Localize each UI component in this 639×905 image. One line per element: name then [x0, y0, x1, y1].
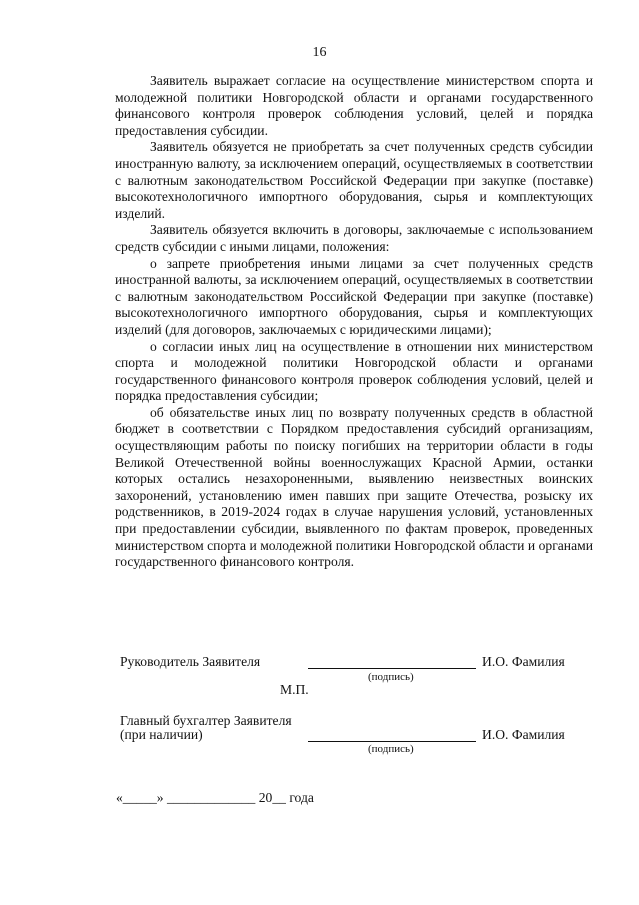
paragraph-contract-provisions: Заявитель обязуется включить в договоры, заключаемые с использованием средств субсидии с иными лицами, положения:	[115, 222, 593, 254]
stamp-label: М.П.	[280, 682, 309, 697]
accountant-signature-caption: (подпись)	[368, 743, 414, 755]
head-signature-line	[308, 668, 476, 669]
page-number: 16	[312, 45, 327, 60]
document-body	[115, 73, 593, 571]
paragraph-currency-ban: о запрете приобретения иными лицами за счет полученных средств иностранной валюты, за исключением операций, осуществляемых в соответствии с валютным законодательством Российской Федерации при закупке (поставке) высокотехнологичного импортного оборудования, сырья и комплектующих изделий (для договоров, заключаемых с юридическими лицами);	[115, 255, 593, 337]
paragraph-refund-obligation: об обязательстве иных лиц по возврату полученных средств в областной бюджет в соответствии с Порядком предоставления субсидий организациям, осуществляющим работы по поиску погибших на территории области в годы Великой Отечественной войны военнослужащих Красной Армии, останки которых остались незахороненными, выявлению неизвестных воинских захоронений, установлению имен павших при защите Отечества, розыску их родственников, в 2019-2024 годах в случае нарушения условий, установленных при предоставлении субсидии, выявленного по фактам проверок, проведенных министерством спорта и молодежной политики Новгородской области и органами государственного финансового контроля.	[115, 404, 593, 570]
date-line: «_____» _____________ 20__ года	[116, 790, 314, 805]
accountant-signature-line	[308, 741, 476, 742]
paragraph-currency-obligation: Заявитель обязуется не приобретать за счет полученных средств субсидии иностранную валюту, за исключением операций, осуществляемых в соответствии с валютным законодательством Российской Федерации при закупке (поставке) высокотехнологичного импортного оборудования, сырья и комплектующих изделий.	[115, 139, 593, 221]
accountant-label: Главный бухгалтер Заявителя	[120, 713, 292, 728]
head-signature-caption: (подпись)	[368, 671, 414, 683]
accountant-name: И.О. Фамилия	[482, 727, 565, 742]
accountant-optional-note: (при наличии)	[120, 727, 203, 742]
paragraph-consent: Заявитель выражает согласие на осуществление министерством спорта и молодежной политики Новгородской области и органами государственного финансового контроля проверок соблюдения условий, целей и порядка предоставления субсидии.	[115, 73, 593, 138]
paragraph-third-party-consent: о согласии иных лиц на осуществление в отношении них министерством спорта и молодежной политики Новгородской области и органами государственного финансового контроля проверок соблюдения условий, целей и порядка предоставления субсидии;	[115, 338, 593, 404]
head-name: И.О. Фамилия	[482, 654, 565, 669]
head-label: Руководитель Заявителя	[120, 654, 261, 669]
